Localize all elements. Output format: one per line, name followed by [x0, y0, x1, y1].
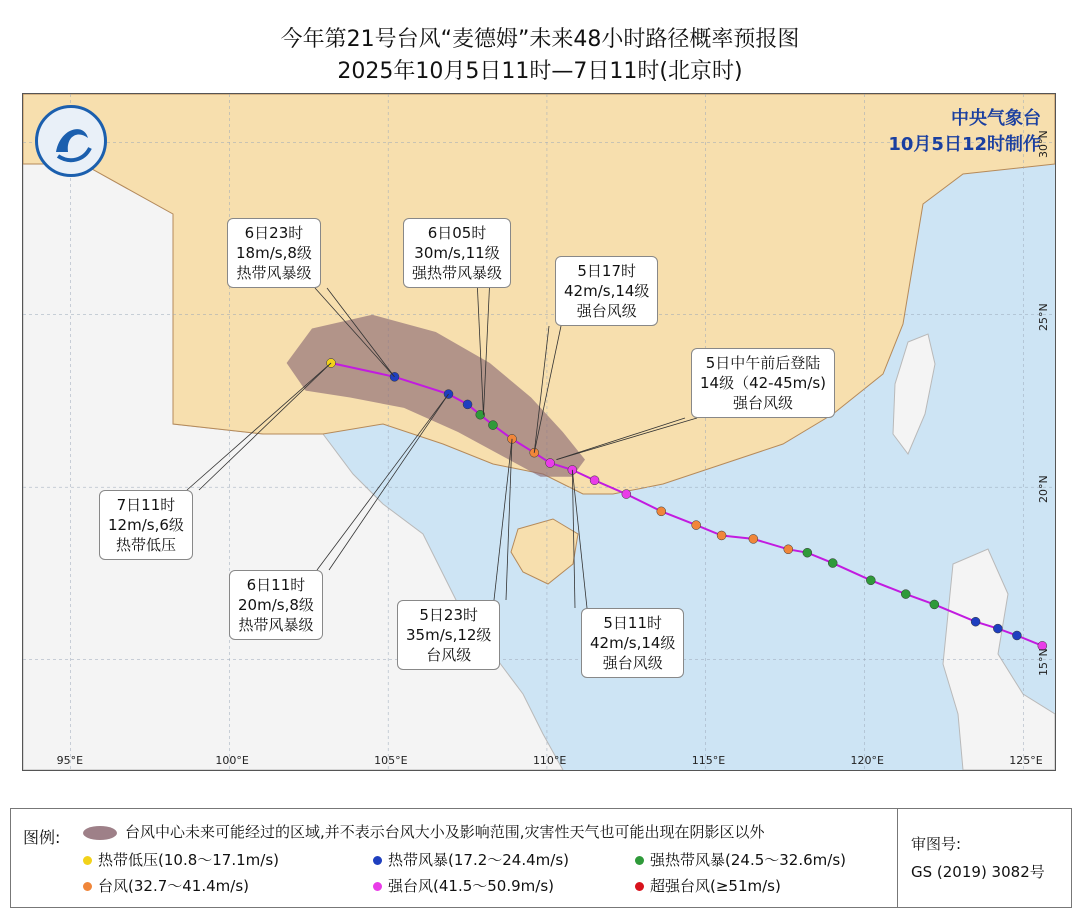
callout-6-05 — [403, 218, 511, 288]
callout-line: 6日11时 — [246, 576, 306, 594]
lon-tick-label: 95°E — [56, 754, 84, 767]
map-title: 今年第21号台风“麦德姆”未来48小时路径概率预报图 — [280, 27, 800, 52]
lat-tick-label: 15°N — [1037, 647, 1050, 676]
legend-item-sty — [373, 875, 554, 896]
callout-line: 20m/s,8级 — [238, 596, 314, 614]
cone-swatch-icon — [83, 826, 117, 840]
callout-7-11 — [99, 490, 193, 560]
lon-tick-label: 110°E — [532, 754, 567, 767]
callout-line: 5日23时 — [419, 606, 479, 624]
track-point-sts — [901, 590, 910, 599]
track-point-ty — [657, 507, 666, 516]
track-point-sts — [488, 421, 497, 430]
callout-5-11 — [581, 608, 684, 678]
track-point-ty — [692, 521, 701, 530]
lon-tick-label: 105°E — [374, 754, 408, 767]
callout-5-17 — [555, 256, 658, 326]
track-point-ts — [1012, 631, 1021, 640]
track-point-ts — [993, 624, 1002, 633]
callout-line: 热带风暴级 — [236, 264, 312, 282]
review-label: 审图号: — [911, 835, 962, 853]
callout-line: 6日05时 — [427, 224, 487, 242]
callout-5-noon — [691, 348, 835, 418]
callout-line: 热带低压 — [115, 536, 176, 554]
legend-item-label: 超强台风(≥51m/s) — [650, 877, 781, 895]
legend-item-ty — [83, 875, 249, 896]
issue-time: 10月5日12时制作 — [888, 134, 1041, 155]
cma-logo-icon — [35, 105, 107, 177]
callout-line: 18m/s,8级 — [236, 244, 312, 262]
agency-name: 中央气象台 — [951, 108, 1041, 129]
callout-line: 7日11时 — [116, 496, 176, 514]
callout-line: 5日中午前后登陆 — [705, 354, 821, 372]
lon-tick-label: 115°E — [691, 754, 726, 767]
lat-tick-label: 20°N — [1037, 475, 1050, 504]
callout-6-23 — [227, 218, 321, 288]
callout-line: 强台风级 — [733, 394, 794, 412]
lat-tick-label: 25°N — [1037, 303, 1050, 331]
callout-line: 强热带风暴级 — [412, 264, 503, 282]
callout-line: 30m/s,11级 — [414, 244, 500, 262]
map-canvas[interactable] — [23, 94, 1055, 770]
map-frame[interactable] — [22, 93, 1056, 771]
callout-line: 42m/s,14级 — [564, 282, 650, 300]
track-point-ts — [971, 617, 980, 626]
track-point-sts — [803, 548, 812, 557]
callout-5-23 — [397, 600, 500, 670]
legend-heading: 图例: — [23, 828, 61, 847]
callout-line: 强台风级 — [576, 302, 637, 320]
legend-item-ts — [373, 849, 569, 870]
taiwan-island — [893, 334, 935, 454]
track-point-sts — [828, 559, 837, 568]
hainan-island — [511, 519, 578, 584]
callout-line: 强台风级 — [602, 654, 663, 672]
track-point-ty — [749, 534, 758, 543]
lon-tick-label: 120°E — [850, 754, 884, 767]
track-point-sts — [866, 576, 875, 585]
td-dot-icon — [83, 856, 92, 865]
legend-cone-item — [83, 821, 765, 842]
callout-6-11 — [229, 570, 323, 640]
track-point-sty — [622, 490, 631, 499]
legend-item-label: 台风(32.7～41.4m/s) — [98, 877, 249, 895]
legend-item-td — [83, 849, 279, 870]
legend-item-label: 强热带风暴(24.5～32.6m/s) — [650, 851, 846, 869]
legend-item-label: 强台风(41.5～50.9m/s) — [388, 877, 554, 895]
sty-dot-icon — [373, 882, 382, 891]
callout-line: 5日17时 — [577, 262, 637, 280]
sts-dot-icon — [635, 856, 644, 865]
legend-item-label: 热带低压(10.8～17.1m/s) — [98, 851, 279, 869]
track-point-sty — [590, 476, 599, 485]
callout-line: 14级（42-45m/s) — [700, 374, 827, 392]
track-point-sts — [930, 600, 939, 609]
lon-tick-label: 125°E — [1009, 754, 1043, 767]
legend-item-supty — [635, 875, 781, 896]
callout-line: 5日11时 — [603, 614, 663, 632]
ts-dot-icon — [373, 856, 382, 865]
legend-main — [11, 809, 898, 907]
track-point-ty — [717, 531, 726, 540]
callout-line: 热带风暴级 — [238, 616, 314, 634]
legend-item-label: 热带风暴(17.2～24.4m/s) — [388, 851, 569, 869]
legend-panel — [10, 808, 1072, 908]
track-point-sty — [546, 459, 555, 468]
callout-line: 35m/s,12级 — [406, 626, 492, 644]
lon-tick-label: 100°E — [215, 754, 249, 767]
review-number: GS (2019) 3082号 — [911, 863, 1045, 881]
map-subtitle: 2025年10月5日11时—7日11时(北京时) — [337, 59, 743, 84]
callout-line: 12m/s,6级 — [108, 516, 184, 534]
track-point-ts — [463, 400, 472, 409]
ty-dot-icon — [83, 882, 92, 891]
callout-line: 6日23时 — [244, 224, 304, 242]
callout-line: 42m/s,14级 — [590, 634, 676, 652]
legend-item-sts — [635, 849, 846, 870]
callout-line: 台风级 — [426, 646, 472, 664]
track-point-ty — [784, 545, 793, 554]
supty-dot-icon — [635, 882, 644, 891]
legend-cone-text: 台风中心未来可能经过的区域,并不表示台风大小及影响范围,灾害性天气也可能出现在阴影区以外 — [125, 823, 765, 841]
lat-tick-label: 30°N — [1037, 130, 1050, 159]
